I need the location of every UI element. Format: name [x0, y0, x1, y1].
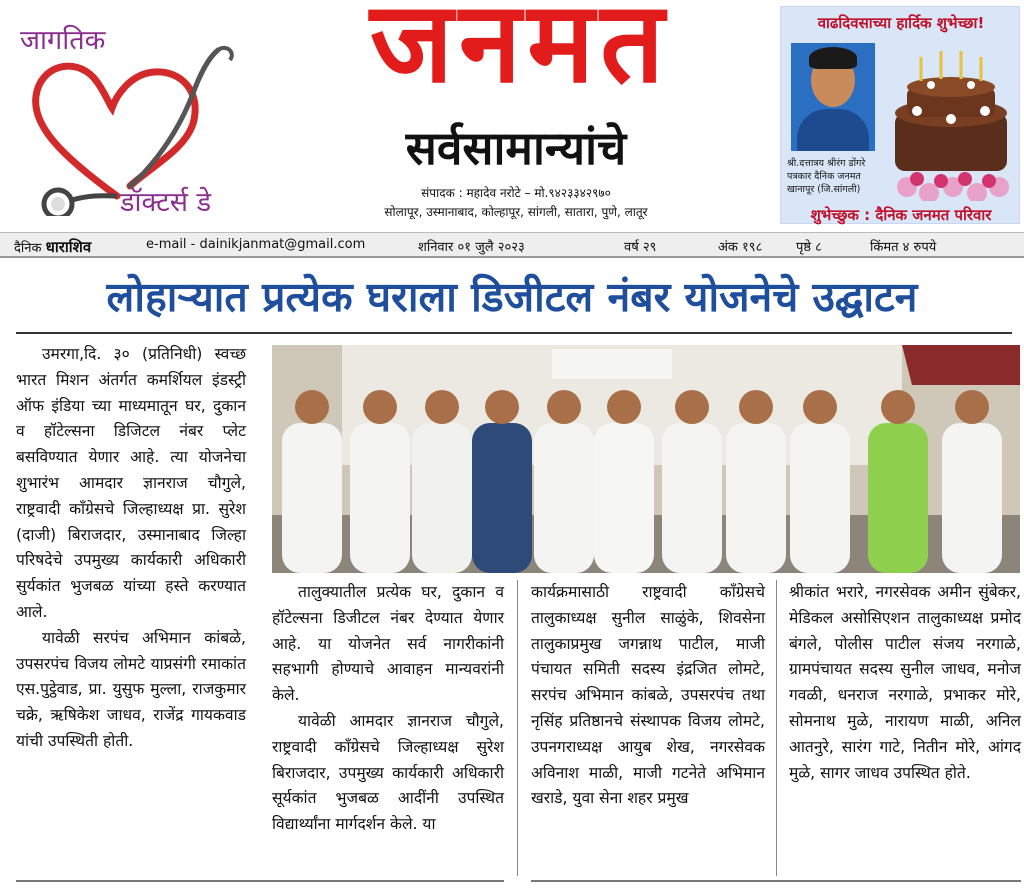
greeting-footer: शुभेच्छुक : दैनिक जनमत परिवार [810, 206, 992, 224]
paragraph: उमरगा,दि. ३० (प्रतिनिधी) स्वच्छ भारत मिशन अंतर्गत कमर्शियल इंडस्ट्री ऑफ इंडिया च्या माध्यमातून घर, दुकान व हॉटेल्सना डिजिटल नंबर प्लेट बसविण्यात येणार आहे. त्या योजनेचा शुभारंभ आमदार ज्ञानराज चौगुले, राष्ट्रवादी कॉंग्रेसचे जिल्हाध्यक्ष प्रा. सुरेश (दाजी) बिराजदार, उस्मानाबाद जिल्हा परिषदेचे उपमुख्य कार्यकारी अधिकारी सुर्यकांत भुजबळ यांच्या हस्ते करण्यात आले. [16, 345, 246, 621]
person-head [547, 390, 581, 424]
birthday-greeting-box [780, 6, 1020, 224]
masthead [0, 0, 1024, 230]
portrait-caption: श्री.दत्तात्रय श्रीरंग डोंगरे पत्रकार दैनिक जनमत खानापूर (जि.सांगली) [787, 158, 866, 195]
person-head [739, 390, 773, 424]
article-column-2 [272, 580, 504, 838]
paragraph: कार्यक्रमासाठी राष्ट्रवादी कॉंग्रेसचे तालुकाध्यक्ष सुनील साळुंके, शिवसेना तालुकाप्रमुख जगन्नाथ पाटील, माजी पंचायत समिती सदस्य इंद्रजित लोमटे, सरपंच अभिमान कांबळे, उपसरपंच तथा नृसिंह प्रतिष्ठानचे संस्थापक विजय लोमटे, उपनगराध्यक्ष आयुब शेख, नगरसेवक अविनाश माळी, माजी गटनेते अभिमान खराडे, युवा सेना शहर प्रमुख [531, 583, 765, 808]
price: किंमत ४ रुपये [870, 240, 937, 255]
doctors-day-box [8, 6, 256, 224]
email-text: e-mail - dainikjanmat@gmail.com [146, 237, 366, 252]
person-head [363, 390, 397, 424]
issue-number: अंक १९८ [718, 240, 763, 255]
edition-label: दैनिक धाराशिव [14, 238, 92, 256]
person-head [425, 390, 459, 424]
person-figure [350, 423, 410, 573]
person-figure [282, 423, 342, 573]
newspaper-logo: जनमत [369, 0, 671, 108]
issue-date: शनिवार ०१ जुलै २०२३ [418, 240, 525, 255]
bottom-rule [531, 880, 1021, 882]
person-head [881, 390, 915, 424]
article-headline: लोहाऱ्यात प्रत्येक घराला डिजीटल नंबर योजनेचे उद्घाटन [106, 273, 918, 321]
person-head [955, 390, 989, 424]
birthday-greeting: वाढदिवसाच्या हार्दिक शुभेच्छा! [817, 14, 985, 32]
person-figure [868, 423, 928, 573]
doctors-day-line1: जागतिक [20, 25, 106, 56]
column-divider [517, 580, 518, 876]
person-figure [594, 423, 654, 573]
paragraph: यावेळी आमदार ज्ञानराज चौगुले, राष्ट्रवादी कॉंग्रेसचे जिल्हाध्यक्ष सुरेश बिराजदार, उपमुख्य कार्यकारी अधिकारी सूर्यकांत भुजबळ आदींनी उपस्थित विद्यार्थ्यांना मार्गदर्शन केले. या [272, 711, 504, 834]
person-figure [472, 423, 532, 573]
person-head [485, 390, 519, 424]
column-divider [776, 580, 777, 876]
editor-line: संपादक : महादेव नरोटे – मो.९४२३३४२९७० [421, 186, 611, 200]
edition-cities: सोलापूर, उस्मानाबाद, कोल्हापूर, सांगली, सातारा, पुणे, लातूर [384, 205, 648, 219]
headline-divider [16, 332, 1012, 334]
person-head [803, 390, 837, 424]
article-column-4 [789, 580, 1021, 786]
person-head [607, 390, 641, 424]
person-figure [662, 423, 722, 573]
person-figure [726, 423, 786, 573]
person-figure [412, 423, 472, 573]
group-photo [272, 345, 1020, 573]
dateline-bar [0, 232, 1024, 258]
paragraph: यावेळी सरपंच अभिमान कांबळे, उपसरपंच विजय लोमटे याप्रसंगी रमाकांत एस.पुट्ठेवाड, प्रा. युसुफ मुल्ला, राजकुमार चक्रे, ऋषिकेश जाधव, राजेंद्र गायकवाड यांची उपस्थिती होती. [16, 628, 246, 750]
person-figure [790, 423, 850, 573]
person-figure [942, 423, 1002, 573]
portrait-photo [791, 43, 875, 151]
article-column-1 [16, 342, 246, 755]
year-number: वर्ष २९ [624, 240, 657, 255]
newspaper-brand [262, 0, 770, 226]
paragraph: श्रीकांत भरारे, नगरसेवक अमीन सुंबेकर, मेडिकल असोसिएशन तालुकाध्यक्ष प्रमोद बंगले, पोलीस पाटील संजय नरगाळे, ग्रामपंचायत सदस्य सुनील जाधव, मनोज गवळी, धनराज नरगाळे, प्रभाकर मोरे, सोमनाथ मुळे, नारायण माळी, अनिल आतनुरे, सारंग गाटे, नितीन मोरे, आंगद मुळे, सागर जाधव उपस्थित होते. [789, 583, 1021, 782]
page-count: पृष्ठे ८ [796, 240, 822, 255]
newspaper-tagline: सर्वसामान्यांचे [405, 121, 627, 175]
article-column-3 [531, 580, 765, 812]
paragraph: तालुक्यातील प्रत्येक घर, दुकान व हॉटेल्सना डिजीटल नंबर देण्यात येणार आहे. या योजनेत सर्व नागरीकांनी सहभागी होण्याचे आवाहन मान्यवरांनी केले. [272, 583, 504, 705]
person-head [295, 390, 329, 424]
doctors-day-line2: डॉक्टर्स डे [120, 187, 212, 218]
bottom-rule [16, 880, 504, 882]
person-figure [534, 423, 594, 573]
person-head [675, 390, 709, 424]
